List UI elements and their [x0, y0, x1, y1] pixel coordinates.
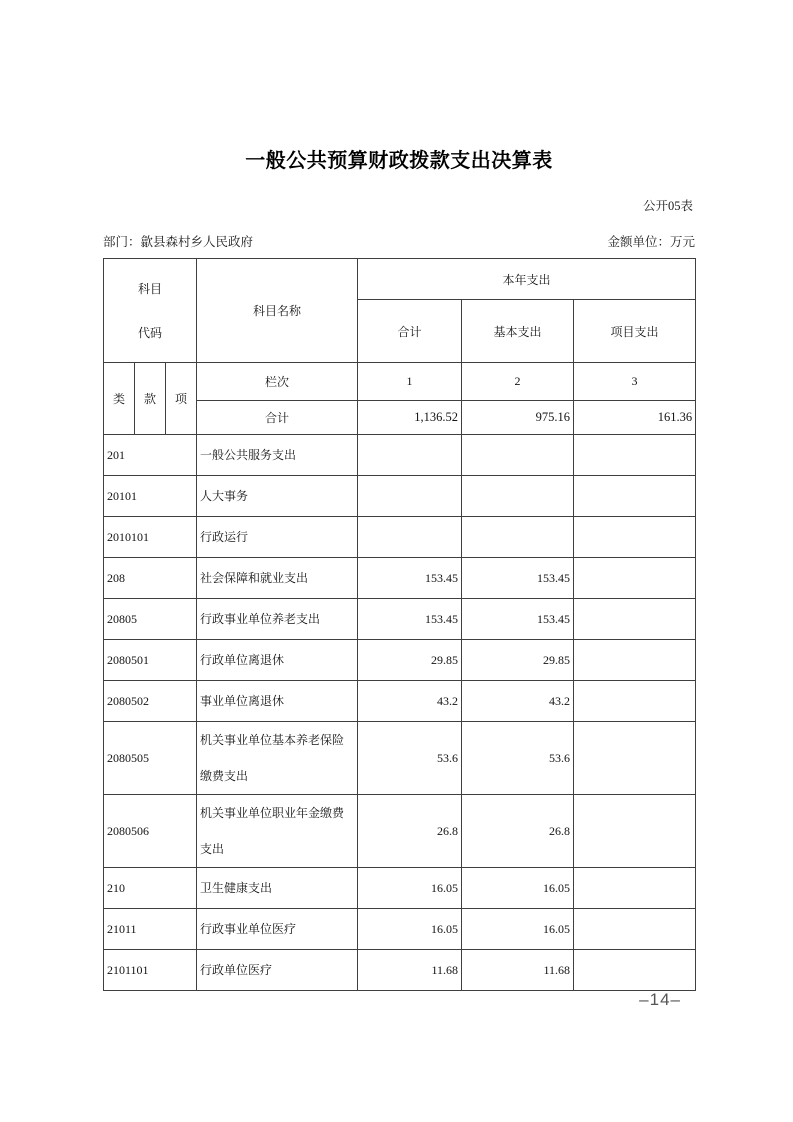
- cell-subject-code: 20101: [104, 476, 197, 517]
- table-row: [104, 517, 696, 558]
- header-subject-code-line1: 科目: [138, 281, 163, 296]
- header-code-class: 类: [104, 363, 135, 435]
- grand-total-value-basic: 975.16: [462, 401, 574, 435]
- table-row: [104, 435, 696, 476]
- amount-unit-label: 金额单位：万元: [607, 235, 695, 249]
- header-row-1: [104, 259, 696, 300]
- cell-subject-code: 2080501: [104, 640, 197, 681]
- header-col-number-3: 3: [574, 363, 696, 401]
- cell-total: 29.85: [358, 640, 462, 681]
- table-row: [104, 599, 696, 640]
- header-subject-code-line2: 代码: [138, 325, 163, 340]
- cell-subject-name: 机关事业单位基本养老保险缴费支出: [197, 722, 358, 795]
- cell-subject-name: 行政单位离退休: [197, 640, 358, 681]
- header-col-number-1: 1: [358, 363, 462, 401]
- cell-subject-name: 事业单位离退休: [197, 681, 358, 722]
- table-row: [104, 909, 696, 950]
- cell-subject-code: 2080506: [104, 795, 197, 868]
- cell-total: 11.68: [358, 950, 462, 991]
- cell-subject-name: 社会保障和就业支出: [197, 558, 358, 599]
- header-col-total: 合计: [358, 300, 462, 363]
- cell-project: [574, 517, 696, 558]
- cell-total: [358, 435, 462, 476]
- cell-basic: [462, 517, 574, 558]
- table-row: [104, 681, 696, 722]
- cell-subject-code: 21011: [104, 909, 197, 950]
- table-row: [104, 795, 696, 868]
- table-row: [104, 722, 696, 795]
- header-col-basic: 基本支出: [462, 300, 574, 363]
- cell-project: [574, 950, 696, 991]
- cell-total: [358, 476, 462, 517]
- header-current-year-group: 本年支出: [358, 259, 696, 300]
- cell-subject-name: 行政单位医疗: [197, 950, 358, 991]
- cell-basic: 11.68: [462, 950, 574, 991]
- cell-total: [358, 517, 462, 558]
- cell-total: 53.6: [358, 722, 462, 795]
- cell-subject-code: 2010101: [104, 517, 197, 558]
- header-col-project: 项目支出: [574, 300, 696, 363]
- cell-subject-name: 机关事业单位职业年金缴费支出: [197, 795, 358, 868]
- cell-basic: 53.6: [462, 722, 574, 795]
- cell-basic: 16.05: [462, 868, 574, 909]
- header-row-lanci: [104, 363, 696, 401]
- cell-basic: 26.8: [462, 795, 574, 868]
- table-body: [104, 435, 696, 991]
- grand-total-value-total: 1,136.52: [358, 401, 462, 435]
- cell-subject-code: 2080505: [104, 722, 197, 795]
- header-code-item: 项: [166, 363, 197, 435]
- header-code-section: 款: [135, 363, 166, 435]
- header-col-number-2: 2: [462, 363, 574, 401]
- cell-project: [574, 640, 696, 681]
- cell-subject-code: 2101101: [104, 950, 197, 991]
- cell-subject-name: 卫生健康支出: [197, 868, 358, 909]
- table-row: [104, 640, 696, 681]
- cell-project: [574, 795, 696, 868]
- cell-total: 43.2: [358, 681, 462, 722]
- cell-subject-code: 208: [104, 558, 197, 599]
- grand-total-label: 合计: [197, 401, 358, 435]
- page-number: –14–: [639, 990, 681, 1009]
- cell-subject-code: 201: [104, 435, 197, 476]
- cell-basic: [462, 476, 574, 517]
- cell-basic: 153.45: [462, 599, 574, 640]
- cell-subject-name: 行政运行: [197, 517, 358, 558]
- cell-subject-name: 行政事业单位医疗: [197, 909, 358, 950]
- cell-project: [574, 722, 696, 795]
- header-subject-name: 科目名称: [197, 259, 358, 363]
- meta-row: [103, 232, 695, 250]
- cell-project: [574, 681, 696, 722]
- cell-project: [574, 476, 696, 517]
- grand-total-value-project: 161.36: [574, 401, 696, 435]
- table-row: [104, 476, 696, 517]
- header-lanci-label: 栏次: [197, 363, 358, 401]
- cell-total: 16.05: [358, 868, 462, 909]
- cell-basic: 16.05: [462, 909, 574, 950]
- cell-project: [574, 435, 696, 476]
- table-row: [104, 558, 696, 599]
- cell-subject-code: 20805: [104, 599, 197, 640]
- cell-subject-name: 人大事务: [197, 476, 358, 517]
- cell-project: [574, 909, 696, 950]
- cell-project: [574, 599, 696, 640]
- header-subject-code: [104, 259, 197, 363]
- cell-project: [574, 868, 696, 909]
- cell-total: 26.8: [358, 795, 462, 868]
- cell-total: 153.45: [358, 599, 462, 640]
- cell-subject-name: 一般公共服务支出: [197, 435, 358, 476]
- cell-subject-name: 行政事业单位养老支出: [197, 599, 358, 640]
- cell-basic: [462, 435, 574, 476]
- cell-project: [574, 558, 696, 599]
- cell-basic: 43.2: [462, 681, 574, 722]
- cell-total: 16.05: [358, 909, 462, 950]
- table-row: [104, 950, 696, 991]
- table-row: [104, 868, 696, 909]
- cell-basic: 153.45: [462, 558, 574, 599]
- cell-basic: 29.85: [462, 640, 574, 681]
- cell-subject-code: 2080502: [104, 681, 197, 722]
- page-content: [103, 0, 695, 1122]
- form-number-label: 公开05表: [642, 199, 693, 213]
- budget-table: [103, 258, 696, 991]
- page-title: 一般公共预算财政拨款支出决算表: [245, 150, 553, 172]
- cell-subject-code: 210: [104, 868, 197, 909]
- cell-total: 153.45: [358, 558, 462, 599]
- department-label: 部门：歙县森村乡人民政府: [103, 235, 254, 249]
- table-header: [104, 259, 696, 435]
